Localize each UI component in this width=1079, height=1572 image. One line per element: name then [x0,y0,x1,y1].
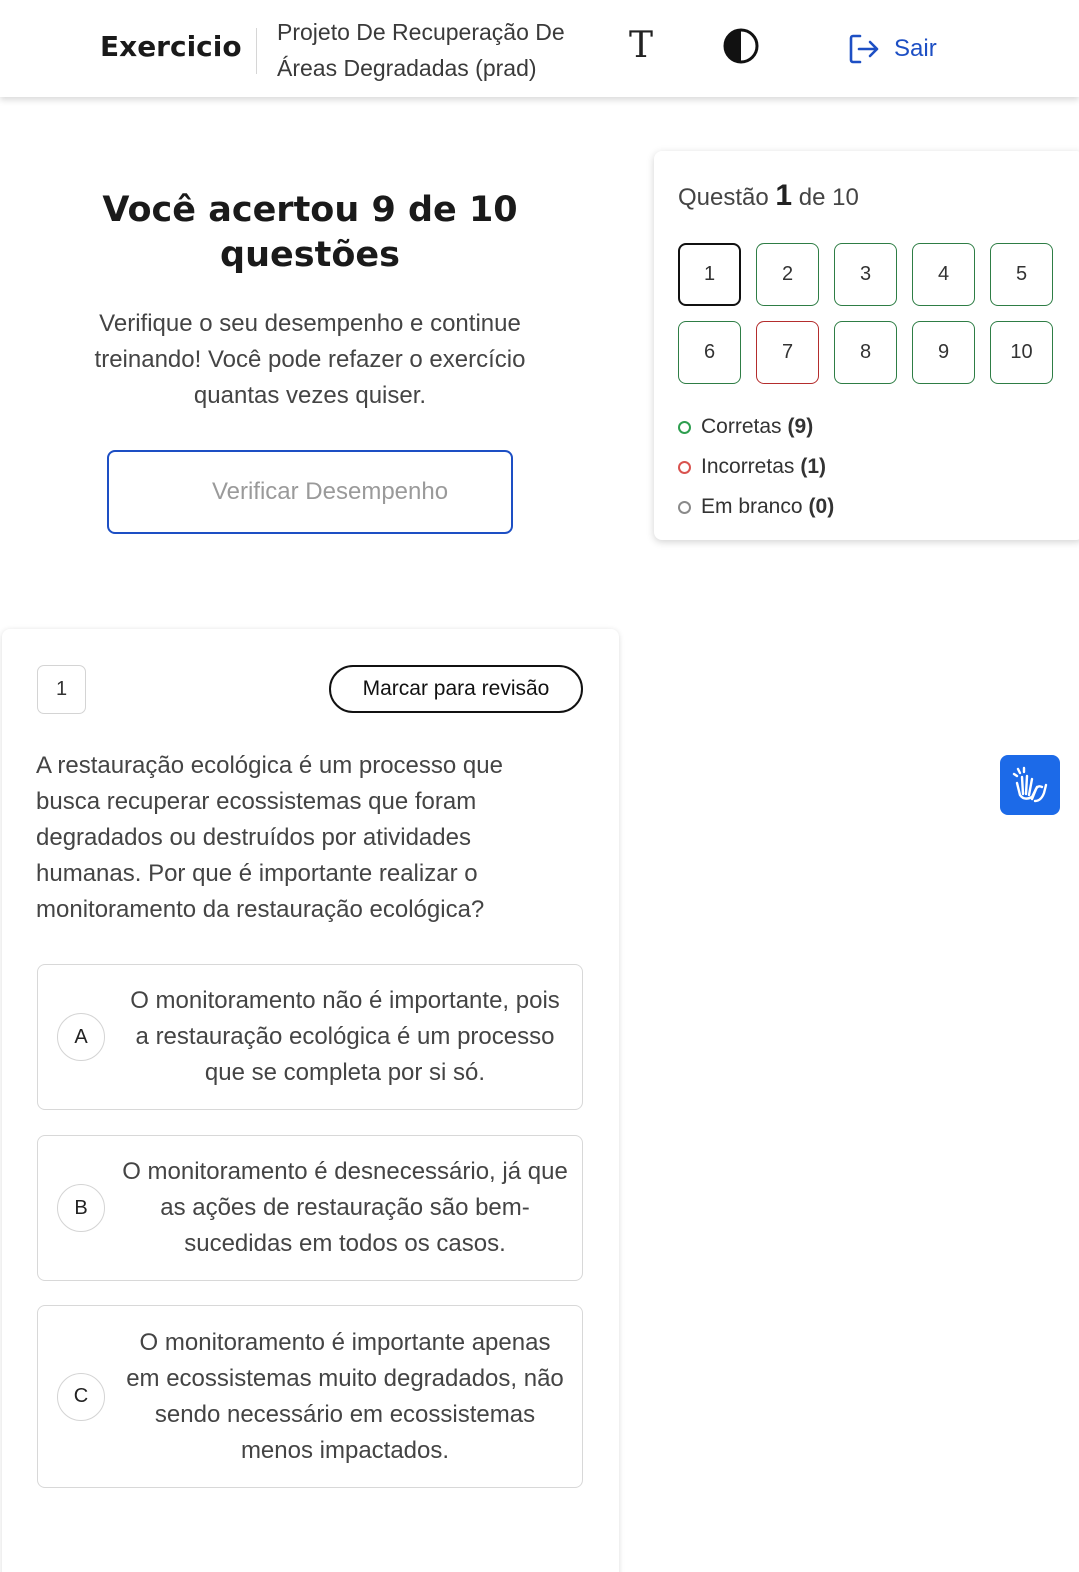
navigator-prefix: Questão [678,184,769,211]
question-nav-button-4[interactable]: 4 [912,243,975,306]
result-title: Você acertou 9 de 10 questões [102,190,518,275]
status-legend [678,407,834,527]
legend-item [678,487,834,527]
legend-count: (9) [787,415,814,438]
legend-dot-icon [678,461,691,474]
question-nav-button-1[interactable]: 1 [678,243,741,306]
course-title: Projeto De Recuperação De Áreas Degradadas (prad) [277,19,565,81]
legend-item [678,407,834,447]
brand-title: Exercicio [100,30,242,63]
question-card [2,629,619,1572]
question-nav-button-3[interactable]: 3 [834,243,897,306]
option-a[interactable] [37,964,583,1110]
legend-item [678,447,834,487]
question-nav-button-8[interactable]: 8 [834,321,897,384]
legend-dot-icon [678,421,691,434]
question-number: 1 [37,665,86,714]
question-navigator [654,151,1079,540]
option-letter: C [57,1373,105,1421]
option-c[interactable] [37,1305,583,1488]
question-grid [678,243,1054,384]
question-nav-button-2[interactable]: 2 [756,243,819,306]
verify-performance-button[interactable]: Verificar Desempenho [107,450,513,534]
top-header [0,0,1079,97]
legend-count: (0) [808,495,835,518]
legend-label: Em branco [701,495,803,518]
question-nav-button-6[interactable]: 6 [678,321,741,384]
font-size-icon[interactable]: T [628,25,653,66]
sign-language-button[interactable] [1000,755,1060,815]
option-letter: A [57,1013,105,1061]
result-description: Verifique o seu desempenho e continue treinando! Você pode refazer o exercício quantas vezes quiser. [94,310,526,409]
option-text: O monitoramento é desnecessário, já que as ações de restauração são bem-sucedidas em todos os casos. [122,1158,568,1257]
legend-label: Incorretas [701,455,795,478]
navigator-current: 1 [775,179,793,212]
question-nav-button-10[interactable]: 10 [990,321,1053,384]
legend-dot-icon [678,501,691,514]
navigator-suffix: de 10 [798,184,859,211]
option-text: O monitoramento não é importante, pois a restauração ecológica é um processo que se completa por si só. [130,987,560,1086]
legend-count: (1) [800,455,827,478]
sign-language-hands-icon [1010,765,1050,805]
contrast-icon[interactable] [722,27,760,65]
logout-button[interactable] [846,30,937,68]
question-nav-button-9[interactable]: 9 [912,321,975,384]
mark-for-review-button[interactable]: Marcar para revisão [329,665,583,713]
logout-icon [846,31,882,67]
question-text: A restauração ecológica é um processo que busca recuperar ecossistemas que foram degradados ou destruídos por atividades humanas. Por que é importante realizar o monitoramento da restauração ecológica? [36,752,503,923]
option-letter: B [57,1184,105,1232]
logout-label: Sair [894,35,937,62]
option-text: O monitoramento é importante apenas em ecossistemas muito degradados, não sendo necessário em ecossistemas menos impactados. [126,1328,564,1464]
navigator-heading [678,179,859,213]
legend-label: Corretas [701,415,782,438]
question-nav-button-7[interactable]: 7 [756,321,819,384]
question-nav-button-5[interactable]: 5 [990,243,1053,306]
option-b[interactable] [37,1135,583,1281]
header-divider [256,28,257,74]
